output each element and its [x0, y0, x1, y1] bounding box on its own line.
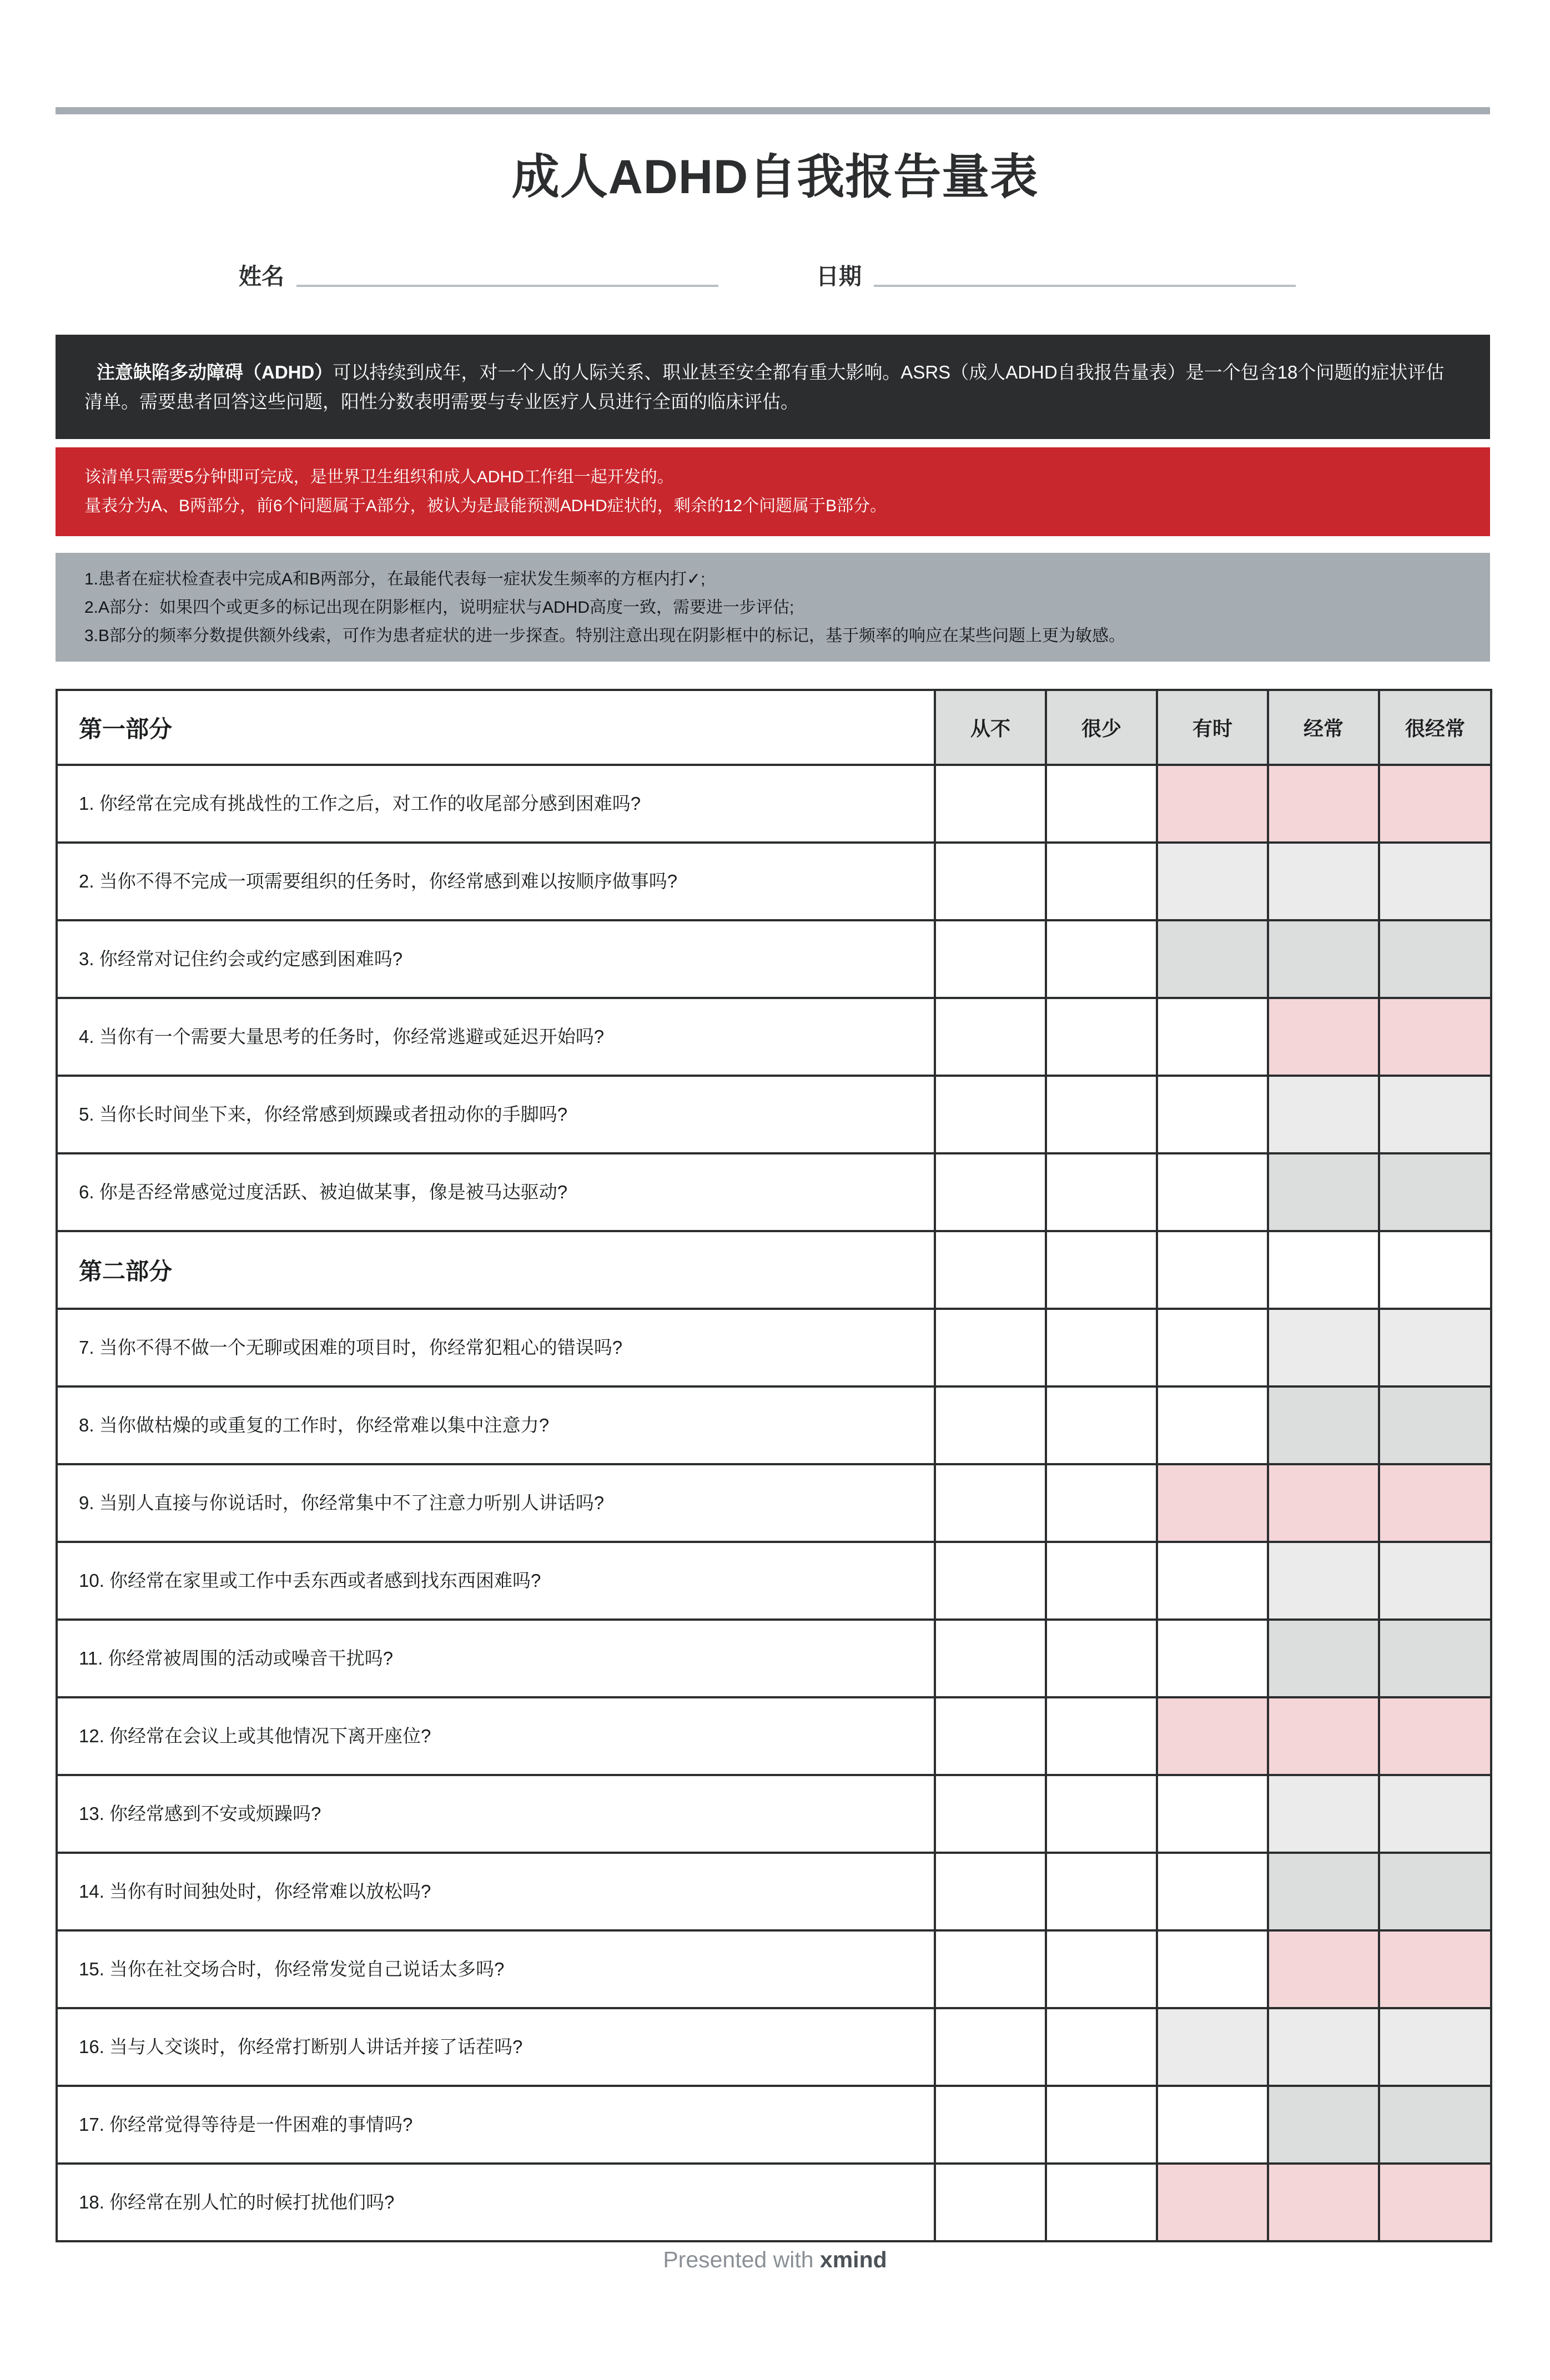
- answer-checkbox-cell[interactable]: [1157, 2086, 1268, 2164]
- answer-checkbox-cell[interactable]: [1268, 1775, 1379, 1853]
- answer-checkbox-cell[interactable]: [935, 1464, 1046, 1542]
- question-text: 12. 你经常在会议上或其他情况下离开座位?: [57, 1697, 935, 1775]
- table-row: [57, 765, 1491, 843]
- table-row: [57, 2008, 1491, 2086]
- date-input-line[interactable]: [874, 285, 1296, 287]
- question-text: 7. 当你不得不做一个无聊或困难的项目时，你经常犯粗心的错误吗?: [57, 1309, 935, 1386]
- answer-checkbox-cell[interactable]: [1157, 1153, 1268, 1231]
- intro-red-line-2: 量表分为A、B两部分，前6个问题属于A部分，被认为是最能预测ADHD症状的，剩余的12个问题属于B部分。: [84, 497, 887, 515]
- instruction-line-1: 1.患者在症状检查表中完成A和B两部分，在最能代表每一症状发生频率的方框内打✓;: [84, 569, 706, 588]
- answer-checkbox-cell[interactable]: [1157, 998, 1268, 1076]
- answer-checkbox-cell[interactable]: [1268, 1930, 1379, 2008]
- answer-checkbox-cell[interactable]: [1157, 1853, 1268, 1930]
- answer-checkbox-cell[interactable]: [1046, 1542, 1157, 1620]
- question-text: 9. 当别人直接与你说话时，你经常集中不了注意力听别人讲话吗?: [57, 1464, 935, 1542]
- answer-checkbox-cell[interactable]: [1379, 765, 1491, 843]
- top-rule-divider: [56, 107, 1490, 114]
- answer-checkbox-cell[interactable]: [1046, 1775, 1157, 1853]
- table-row: [57, 1464, 1491, 1542]
- answer-checkbox-cell[interactable]: [1379, 1464, 1491, 1542]
- answer-checkbox-cell[interactable]: [1268, 1697, 1379, 1775]
- asrs-questionnaire-table: [56, 689, 1492, 2242]
- question-text: 16. 当与人交谈时，你经常打断别人讲话并接了话茬吗?: [57, 2008, 935, 2086]
- table-row: [57, 843, 1491, 920]
- answer-checkbox-cell[interactable]: [935, 2164, 1046, 2241]
- answer-checkbox-cell[interactable]: [1379, 1542, 1491, 1620]
- table-row: [57, 1309, 1491, 1386]
- answer-checkbox-cell[interactable]: [1046, 1386, 1157, 1464]
- answer-checkbox-cell[interactable]: [1268, 998, 1379, 1076]
- answer-checkbox-cell[interactable]: [1268, 1853, 1379, 1930]
- answer-checkbox-cell[interactable]: [1046, 998, 1157, 1076]
- answer-checkbox-cell[interactable]: [1157, 1697, 1268, 1775]
- question-text: 14. 当你有时间独处时，你经常难以放松吗?: [57, 1853, 935, 1930]
- answer-checkbox-cell[interactable]: [1379, 1620, 1491, 1697]
- table-header: [57, 690, 1491, 765]
- footer-prefix: Presented with: [663, 2247, 820, 2272]
- answer-checkbox-cell[interactable]: [1268, 1076, 1379, 1153]
- column-header-rarely: 很少: [1046, 690, 1157, 765]
- question-text: 4. 当你有一个需要大量思考的任务时，你经常逃避或延迟开始吗?: [57, 998, 935, 1076]
- answer-checkbox-cell: [1157, 1231, 1268, 1309]
- table-row: [57, 1853, 1491, 1930]
- answer-checkbox-cell[interactable]: [1157, 1775, 1268, 1853]
- answer-checkbox-cell[interactable]: [1157, 843, 1268, 920]
- footer-attribution: [0, 2247, 1550, 2273]
- answer-checkbox-cell[interactable]: [1157, 2164, 1268, 2241]
- answer-checkbox-cell[interactable]: [935, 998, 1046, 1076]
- answer-checkbox-cell[interactable]: [1046, 2086, 1157, 2164]
- table-row: [57, 920, 1491, 998]
- question-text: 5. 当你长时间坐下来，你经常感到烦躁或者扭动你的手脚吗?: [57, 1076, 935, 1153]
- column-header-very-often: 很经常: [1379, 690, 1491, 765]
- identity-row: [56, 265, 1490, 304]
- answer-checkbox-cell[interactable]: [1379, 998, 1491, 1076]
- answer-checkbox-cell[interactable]: [935, 1153, 1046, 1231]
- answer-checkbox-cell[interactable]: [1268, 2086, 1379, 2164]
- answer-checkbox-cell[interactable]: [1379, 920, 1491, 998]
- table-row: [57, 998, 1491, 1076]
- answer-checkbox-cell[interactable]: [935, 1775, 1046, 1853]
- answer-checkbox-cell[interactable]: [1046, 765, 1157, 843]
- answer-checkbox-cell[interactable]: [935, 920, 1046, 998]
- answer-checkbox-cell[interactable]: [1379, 843, 1491, 920]
- answer-checkbox-cell[interactable]: [935, 2008, 1046, 2086]
- answer-checkbox-cell[interactable]: [1268, 843, 1379, 920]
- answer-checkbox-cell[interactable]: [1157, 1076, 1268, 1153]
- answer-checkbox-cell: [1379, 1231, 1491, 1309]
- question-text: 11. 你经常被周围的活动或噪音干扰吗?: [57, 1620, 935, 1697]
- table-row: [57, 1076, 1491, 1153]
- answer-checkbox-cell[interactable]: [935, 1076, 1046, 1153]
- table-row: [57, 1542, 1491, 1620]
- answer-checkbox-cell[interactable]: [1379, 2086, 1491, 2164]
- intro-gray-banner: [56, 553, 1490, 662]
- section-one-header: 第一部分: [57, 690, 935, 765]
- table-row: [57, 2086, 1491, 2164]
- table-body: [57, 765, 1491, 2241]
- answer-checkbox-cell[interactable]: [935, 1930, 1046, 2008]
- answer-checkbox-cell[interactable]: [1379, 1775, 1491, 1853]
- answer-checkbox-cell[interactable]: [1379, 1930, 1491, 2008]
- name-field-group: [239, 265, 718, 290]
- date-label: 日期: [816, 264, 862, 289]
- answer-checkbox-cell: [935, 1231, 1046, 1309]
- answer-checkbox-cell[interactable]: [935, 1386, 1046, 1464]
- answer-checkbox-cell[interactable]: [1046, 1930, 1157, 2008]
- answer-checkbox-cell: [1046, 1231, 1157, 1309]
- answer-checkbox-cell[interactable]: [1268, 1309, 1379, 1386]
- answer-checkbox-cell: [1268, 1231, 1379, 1309]
- answer-checkbox-cell[interactable]: [1046, 1697, 1157, 1775]
- answer-checkbox-cell[interactable]: [1046, 2164, 1157, 2241]
- question-text: 8. 当你做枯燥的或重复的工作时，你经常难以集中注意力?: [57, 1386, 935, 1464]
- instruction-line-3: 3.B部分的频率分数提供额外线索，可作为患者症状的进一步探查。特别注意出现在阴影框中的标记，基于频率的响应在某些问题上更为敏感。: [84, 626, 1126, 645]
- date-field-group: [816, 265, 1296, 290]
- column-header-sometimes: 有时: [1157, 690, 1268, 765]
- answer-checkbox-cell[interactable]: [1046, 920, 1157, 998]
- answer-checkbox-cell[interactable]: [1157, 2008, 1268, 2086]
- answer-checkbox-cell[interactable]: [1046, 843, 1157, 920]
- table-row: [57, 1620, 1491, 1697]
- answer-checkbox-cell[interactable]: [1268, 1153, 1379, 1231]
- section-two-header: 第二部分: [57, 1231, 935, 1309]
- answer-checkbox-cell[interactable]: [935, 1620, 1046, 1697]
- answer-checkbox-cell[interactable]: [935, 1853, 1046, 1930]
- answer-checkbox-cell[interactable]: [935, 765, 1046, 843]
- column-header-often: 经常: [1268, 690, 1379, 765]
- answer-checkbox-cell[interactable]: [1379, 2008, 1491, 2086]
- answer-checkbox-cell[interactable]: [1157, 1464, 1268, 1542]
- footer-brand: xmind: [819, 2247, 887, 2272]
- table-row: [57, 1930, 1491, 2008]
- intro-dark-paragraph: [84, 357, 1461, 417]
- intro-red-line-1: 该清单只需要5分钟即可完成，是世界卫生组织和成人ADHD工作组一起开发的。: [84, 468, 674, 487]
- answer-checkbox-cell[interactable]: [1157, 1620, 1268, 1697]
- answer-checkbox-cell[interactable]: [1379, 1076, 1491, 1153]
- instruction-line-2: 2.A部分：如果四个或更多的标记出现在阴影框内，说明症状与ADHD高度一致，需要进一步评估;: [84, 598, 794, 617]
- answer-checkbox-cell[interactable]: [1268, 1386, 1379, 1464]
- answer-checkbox-cell[interactable]: [1046, 1153, 1157, 1231]
- question-text: 18. 你经常在别人忙的时候打扰他们吗?: [57, 2164, 935, 2241]
- table-row: [57, 1697, 1491, 1775]
- question-text: 1. 你经常在完成有挑战性的工作之后，对工作的收尾部分感到困难吗?: [57, 765, 935, 843]
- table-row: [57, 1153, 1491, 1231]
- name-input-line[interactable]: [296, 285, 718, 287]
- question-text: 15. 当你在社交场合时，你经常发觉自己说话太多吗?: [57, 1930, 935, 2008]
- answer-checkbox-cell[interactable]: [1046, 2008, 1157, 2086]
- table-header-row: [57, 690, 1491, 765]
- intro-dark-banner: [56, 335, 1490, 439]
- answer-checkbox-cell[interactable]: [1268, 2164, 1379, 2241]
- answer-checkbox-cell[interactable]: [1046, 1076, 1157, 1153]
- answer-checkbox-cell[interactable]: [935, 843, 1046, 920]
- intro-dark-rest: 可以持续到成年，对一个人的人际关系、职业甚至安全都有重大影响。ASRS（成人ADHD自我报告量表）是一个包含18个问题的症状评估清单。需要患者回答这些问题，阳性分数表明需要与专业医疗人员进行全面的临床评估。: [84, 361, 1445, 412]
- intro-red-banner: [56, 447, 1490, 536]
- question-text: 2. 当你不得不完成一项需要组织的任务时，你经常感到难以按顺序做事吗?: [57, 843, 935, 920]
- column-header-never: 从不: [935, 690, 1046, 765]
- answer-checkbox-cell[interactable]: [1046, 1620, 1157, 1697]
- answer-checkbox-cell[interactable]: [1268, 2008, 1379, 2086]
- answer-checkbox-cell[interactable]: [1157, 1309, 1268, 1386]
- answer-checkbox-cell[interactable]: [1046, 1309, 1157, 1386]
- answer-checkbox-cell[interactable]: [1268, 1464, 1379, 1542]
- answer-checkbox-cell[interactable]: [1379, 2164, 1491, 2241]
- answer-checkbox-cell[interactable]: [1046, 1853, 1157, 1930]
- answer-checkbox-cell[interactable]: [935, 2086, 1046, 2164]
- answer-checkbox-cell[interactable]: [1268, 920, 1379, 998]
- answer-checkbox-cell[interactable]: [1046, 1464, 1157, 1542]
- answer-checkbox-cell[interactable]: [935, 1309, 1046, 1386]
- answer-checkbox-cell[interactable]: [1268, 765, 1379, 843]
- name-label: 姓名: [239, 264, 284, 289]
- table-row: [57, 2164, 1491, 2241]
- answer-checkbox-cell[interactable]: [1268, 1620, 1379, 1697]
- question-text: 6. 你是否经常感觉过度活跃、被迫做某事，像是被马达驱动?: [57, 1153, 935, 1231]
- table-row: [57, 1775, 1491, 1853]
- table-row: [57, 1386, 1491, 1464]
- answer-checkbox-cell[interactable]: [1379, 1853, 1491, 1930]
- answer-checkbox-cell[interactable]: [1379, 1153, 1491, 1231]
- answer-checkbox-cell[interactable]: [1157, 1930, 1268, 2008]
- answer-checkbox-cell[interactable]: [1157, 1542, 1268, 1620]
- answer-checkbox-cell[interactable]: [1379, 1309, 1491, 1386]
- answer-checkbox-cell[interactable]: [1157, 765, 1268, 843]
- answer-checkbox-cell[interactable]: [935, 1542, 1046, 1620]
- answer-checkbox-cell[interactable]: [1157, 1386, 1268, 1464]
- answer-checkbox-cell[interactable]: [1379, 1697, 1491, 1775]
- question-text: 13. 你经常感到不安或烦躁吗?: [57, 1775, 935, 1853]
- intro-dark-bold: 注意缺陷多动障碍（ADHD）: [97, 361, 333, 382]
- answer-checkbox-cell[interactable]: [1157, 920, 1268, 998]
- section-two-row: [57, 1231, 1491, 1309]
- question-text: 3. 你经常对记住约会或约定感到困难吗?: [57, 920, 935, 998]
- question-text: 17. 你经常觉得等待是一件困难的事情吗?: [57, 2086, 935, 2164]
- answer-checkbox-cell[interactable]: [1268, 1542, 1379, 1620]
- page-title: 成人ADHD自我报告量表: [511, 150, 1039, 204]
- question-text: 10. 你经常在家里或工作中丢东西或者感到找东西困难吗?: [57, 1542, 935, 1620]
- answer-checkbox-cell[interactable]: [1379, 1386, 1491, 1464]
- answer-checkbox-cell[interactable]: [935, 1697, 1046, 1775]
